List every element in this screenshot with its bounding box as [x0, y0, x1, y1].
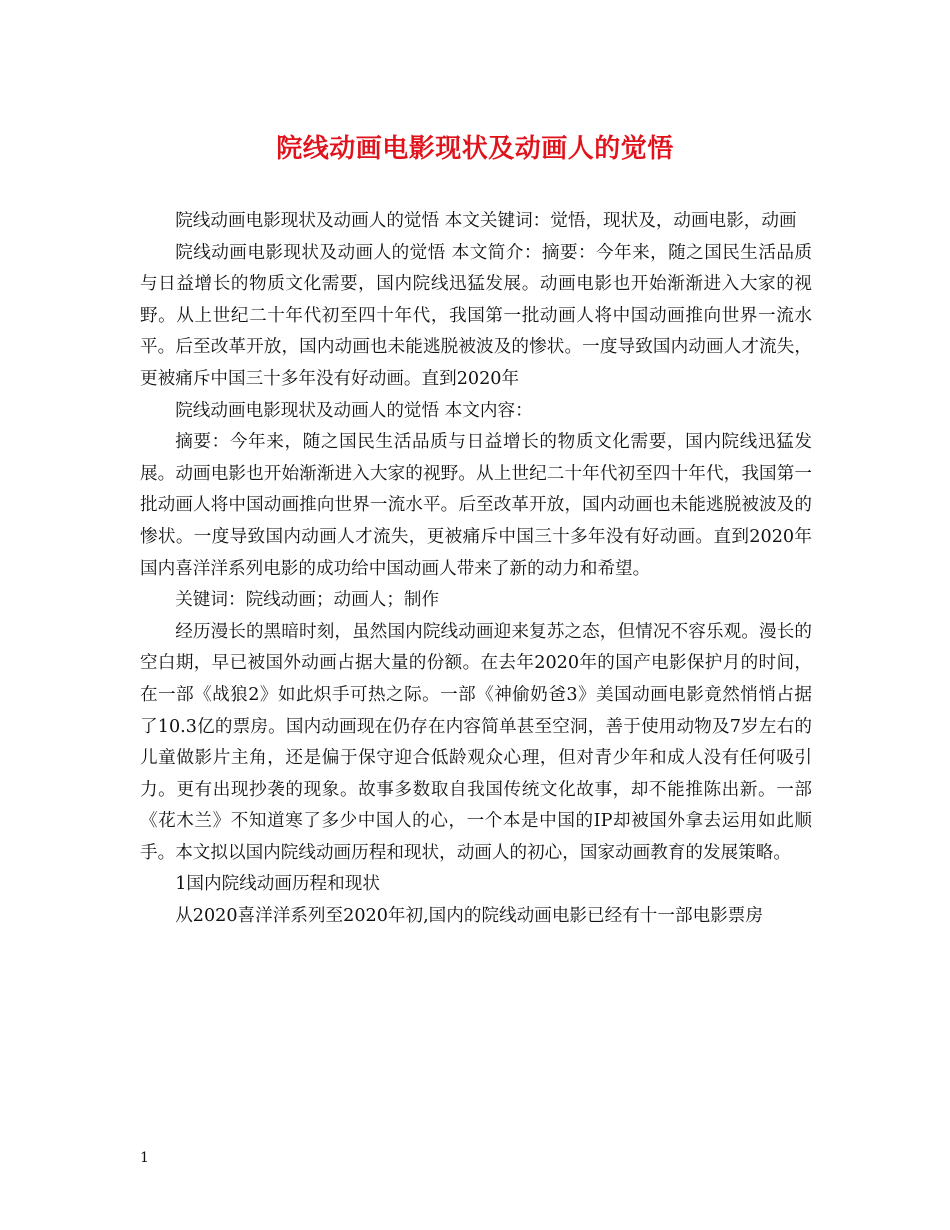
paragraph-summary-intro: 院线动画电影现状及动画人的觉悟 本文简介：摘要：今年来，随之国民生活品质与日益增长的物质文化需要，国内院线迅猛发展。动画电影也开始渐渐进入大家的视野。从上世纪二十年代初至四十年代，我国第一批动画人将中国动画推向世界一流水平。后至改革开放，国内动画也未能逃脱被波及的惨状。一度导致国内动画人才流失，更被痛斥中国三十多年没有好动画。直到2020年 [140, 242, 812, 389]
page-number: 1 [140, 1150, 149, 1166]
paragraph-main-text: 经历漫长的黑暗时刻，虽然国内院线动画迎来复苏之态，但情况不容乐观。漫长的空白期，早已被国外动画占据大量的份额。在去年2020年的国产电影保护月的时间，在一部《战狼2》如此炽手可热之际。一部《神偷奶爸3》美国动画电影竟然悄悄占据了10.3亿的票房。国内动画现在仍存在内容简单甚至空洞，善于使用动物及7岁左右的儿童做影片主角，还是偏于保守迎合低龄观众心理，但对青少年和成人没有任何吸引力。更有出现抄袭的现象。故事多数取自我国传统文化故事，却不能推陈出新。一部《花木兰》不知道寒了多少中国人的心，一个本是中国的IP却被国外拿去运用如此顺手。本文拟以国内院线动画历程和现状，动画人的初心，国家动画教育的发展策略。 [140, 621, 812, 863]
paragraph-keywords: 关键词：院线动画；动画人；制作 [175, 590, 440, 611]
paragraph-section-1-start: 从2020喜洋洋系列至2020年初,国内的院线动画电影已经有十一部电影票房 [175, 906, 763, 927]
paragraph-keywords-intro: 院线动画电影现状及动画人的觉悟 本文关键词：觉悟，现状及，动画电影，动画 [175, 211, 797, 231]
paragraph-content-heading: 院线动画电影现状及动画人的觉悟 本文内容： [175, 400, 533, 421]
document-title: 院线动画电影现状及动画人的觉悟 [276, 134, 674, 164]
document-body [140, 206, 812, 933]
paragraph-abstract: 摘要：今年来，随之国民生活品质与日益增长的物质文化需要，国内院线迅猛发展。动画电影也开始渐渐进入大家的视野。从上世纪二十年代初至四十年代，我国第一批动画人将中国动画推向世界一流水平。后至改革开放，国内动画也未能逃脱被波及的惨状。一度导致国内动画人才流失，更被痛斥中国三十多年没有好动画。直到2020年国内喜洋洋系列电影的成功给中国动画人带来了新的动力和希望。 [140, 432, 812, 579]
section-heading-1: 1国内院线动画历程和现状 [175, 874, 380, 895]
